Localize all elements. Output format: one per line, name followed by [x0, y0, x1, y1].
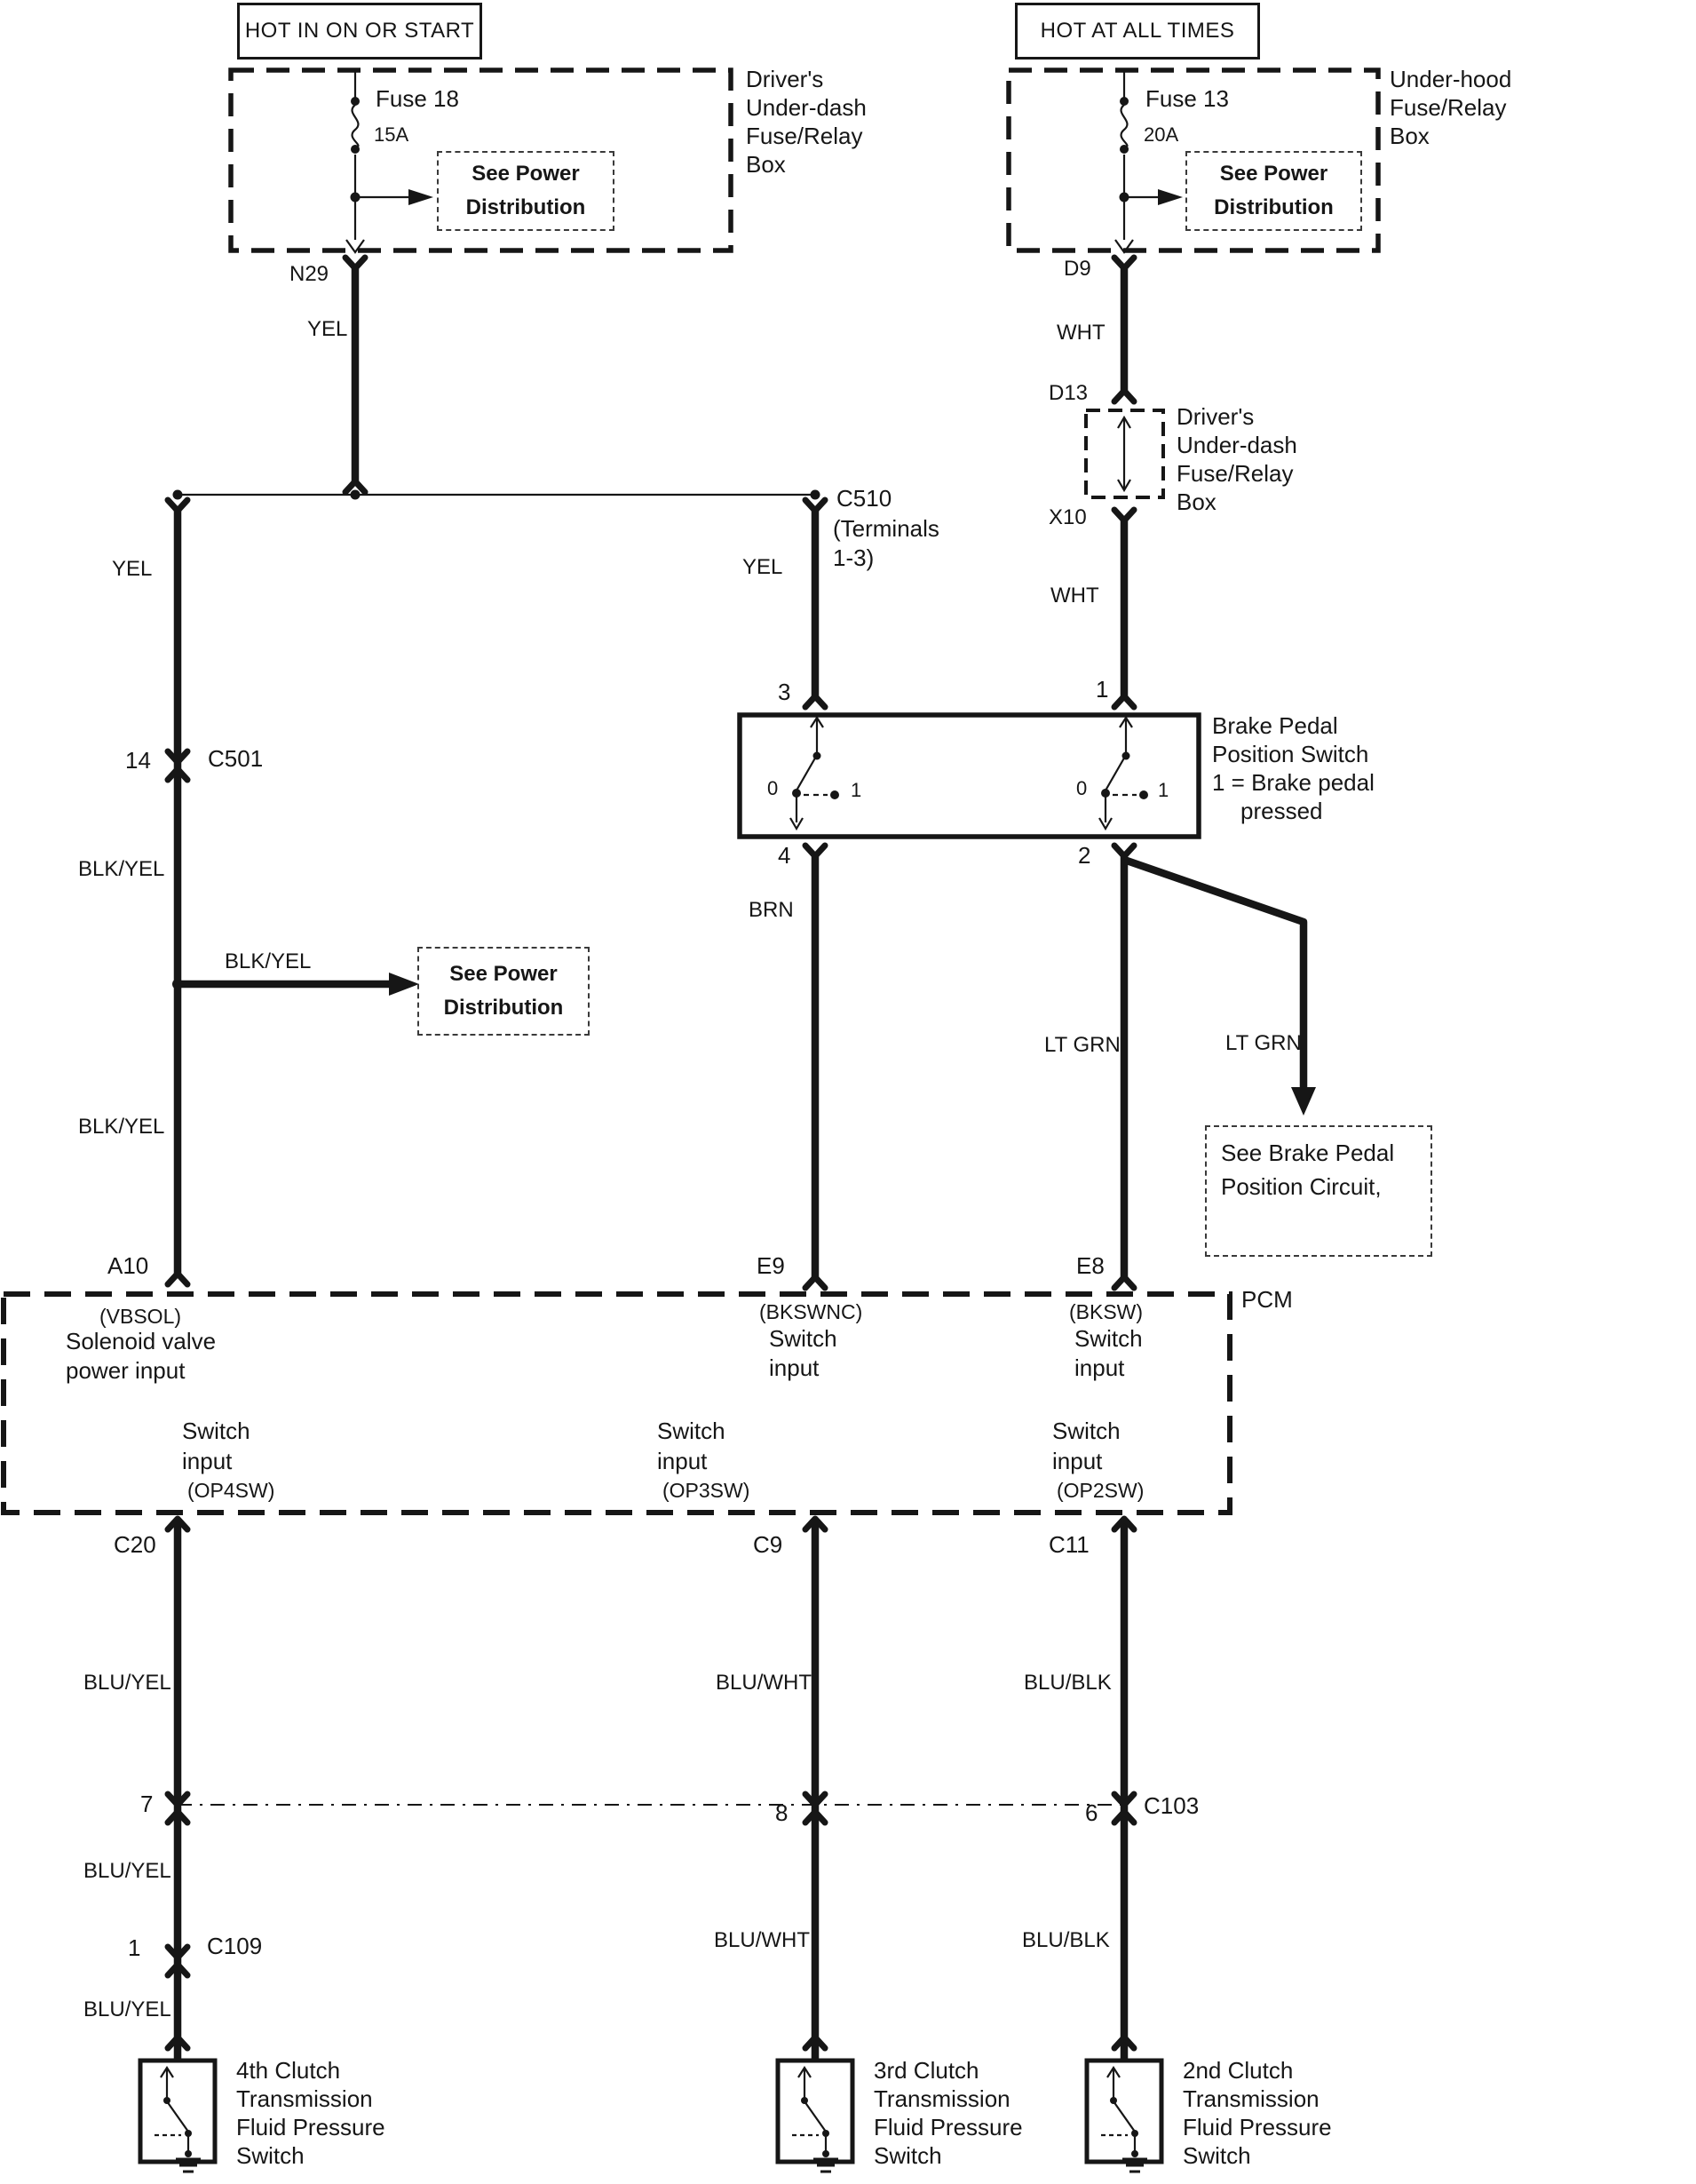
see-power-distribution-ref-1	[437, 151, 614, 231]
underhood-box-label-2: Fuse/Relay	[1390, 94, 1507, 121]
fuse-18-rating: 15A	[374, 123, 409, 146]
pcm-op4sw-line1: Switch	[182, 1418, 250, 1444]
c103-pin-8: 8	[775, 1799, 789, 1826]
driver-underdash-box-label-2: Under-dash	[746, 94, 867, 121]
wire-color-yel-left: YEL	[112, 557, 153, 581]
brake-switch-label-2: Position Switch	[1212, 741, 1369, 767]
pcm-bkswnc-line1: Switch	[769, 1325, 837, 1352]
brake-switch-label-3: 1 = Brake pedal	[1212, 769, 1375, 796]
ref-line: See Brake Pedal	[1221, 1140, 1395, 1166]
device-4th-clutch-line4: Switch	[236, 2142, 305, 2169]
wire-color-bluwht-1: BLU/WHT	[716, 1671, 812, 1695]
wire-color-ltgrn-1: LT GRN	[1044, 1033, 1121, 1057]
terminal-d9: D9	[1064, 257, 1091, 281]
brake-switch-label-4: pressed	[1240, 798, 1323, 824]
pcm-op3sw-line1: Switch	[657, 1418, 725, 1444]
pcm-vbsol-line2: power input	[66, 1357, 186, 1384]
connector-d9	[1114, 258, 1134, 268]
brake-switch-box	[740, 715, 1199, 837]
pcm-op2sw-line2: input	[1052, 1448, 1103, 1474]
connector-terminal-3	[805, 696, 825, 707]
brake-switch-label-1: Brake Pedal	[1212, 712, 1338, 739]
pcm-bkswnc-tag: (BKSWNC)	[759, 1300, 863, 1323]
see-brake-pedal-ref	[1205, 1125, 1432, 1257]
thin-arrowheads	[346, 240, 1133, 490]
connector-c510	[805, 500, 825, 511]
ref-line: See Power	[472, 162, 580, 186]
brake-switch-contacts	[790, 718, 1137, 829]
c510-note-2: 1-3)	[833, 544, 875, 571]
brake-switch-terminal-2: 2	[1078, 842, 1091, 869]
wire-color-bluyel-2: BLU/YEL	[83, 1859, 171, 1883]
connector-e8	[1114, 1277, 1134, 1288]
pcm-op4sw-tag: (OP4SW)	[187, 1479, 275, 1502]
device-4th-clutch-line3: Fluid Pressure	[236, 2114, 385, 2140]
device-3rd-clutch-line2: Transmission	[874, 2085, 1010, 2112]
wire-color-bluyel-1: BLU/YEL	[83, 1671, 171, 1695]
header-hot-at-all-times	[1015, 3, 1260, 60]
pcm-op4sw-line2: input	[182, 1448, 233, 1474]
wire-color-blkyel-2: BLK/YEL	[78, 1115, 165, 1139]
underhood-box-label-3: Box	[1390, 123, 1430, 149]
driver-underdash-box-label-3: Fuse/Relay	[746, 123, 863, 149]
pcm-bksw-line1: Switch	[1074, 1325, 1143, 1352]
connector-glyphs	[168, 258, 1134, 2048]
underhood-box-label-1: Under-hood	[1390, 66, 1512, 92]
device-3rd-clutch-line3: Fluid Pressure	[874, 2114, 1023, 2140]
connector-a10	[168, 1274, 187, 1284]
header-text: HOT AT ALL TIMES	[1040, 19, 1235, 43]
brake-switch-terminal-1: 1	[1096, 676, 1109, 703]
connector-c510-label: C510	[836, 485, 892, 512]
wire-color-blublk-1: BLU/BLK	[1024, 1671, 1112, 1695]
pcm-vbsol-tag: (VBSOL)	[99, 1305, 182, 1328]
device-4th-clutch-line1: 4th Clutch	[236, 2057, 341, 2084]
wire-color-wht-1: WHT	[1057, 321, 1106, 345]
connector-n29	[345, 258, 365, 268]
c501-pin: 14	[125, 747, 151, 774]
brake-switch-terminal-4: 4	[778, 842, 791, 869]
c103-pin-7: 7	[140, 1791, 154, 1817]
connector-terminal-4	[805, 846, 825, 856]
ref-line: Distribution	[1214, 195, 1334, 219]
brake-switch-contact-dots	[792, 752, 1148, 800]
terminal-c11: C11	[1049, 1531, 1090, 1558]
wire-color-ltgrn-2: LT GRN	[1225, 1031, 1302, 1055]
switch-pos-0-left: 0	[767, 777, 779, 799]
pcm-op3sw-tag: (OP3SW)	[662, 1479, 750, 1502]
device-2nd-clutch-line3: Fluid Pressure	[1183, 2114, 1332, 2140]
c510-note-1: (Terminals	[833, 515, 939, 542]
device-2nd-clutch-line1: 2nd Clutch	[1183, 2057, 1294, 2084]
driver-underdash-box-label-1: Driver's	[746, 66, 824, 92]
device-3rd-clutch-line1: 3rd Clutch	[874, 2057, 979, 2084]
connector-x10	[1114, 510, 1134, 520]
ref-line: Position Circuit,	[1221, 1173, 1382, 1200]
terminal-a10: A10	[107, 1252, 149, 1279]
terminal-e9: E9	[757, 1252, 785, 1279]
connector-c103-label: C103	[1144, 1792, 1200, 1819]
fuse-13-element	[1121, 105, 1128, 147]
device-3rd-clutch-line4: Switch	[874, 2142, 942, 2169]
pcm-vbsol-line1: Solenoid valve	[66, 1328, 217, 1354]
wire-color-brn: BRN	[749, 898, 794, 922]
device-2nd-clutch-line2: Transmission	[1183, 2085, 1320, 2112]
wire-color-bluwht-2: BLU/WHT	[714, 1928, 810, 1952]
d13-box-label-4: Box	[1177, 488, 1217, 515]
ref-line: See Power	[1219, 162, 1328, 186]
fuse-13-rating: 20A	[1144, 123, 1179, 146]
brake-switch-terminal-3: 3	[778, 679, 791, 705]
connector-terminal-2	[1114, 846, 1134, 856]
fuse-18-label: Fuse 18	[376, 85, 459, 112]
ref-line: See Power	[449, 962, 558, 986]
connector-c501-label: C501	[208, 745, 264, 772]
fuse-18-element	[353, 105, 359, 147]
pcm-bkswnc-line2: input	[769, 1354, 820, 1381]
terminal-c9: C9	[753, 1531, 783, 1558]
d13-box-label-1: Driver's	[1177, 403, 1255, 430]
wire-color-bluyel-3: BLU/YEL	[83, 1997, 171, 2021]
see-power-distribution-ref-3	[417, 947, 590, 1036]
wire-color-blkyel-1: BLK/YEL	[78, 857, 165, 881]
junction-dots	[172, 94, 1129, 989]
switch-pos-1-left: 1	[851, 779, 862, 801]
pcm-op2sw-tag: (OP2SW)	[1057, 1479, 1145, 1502]
terminal-d13: D13	[1049, 381, 1089, 405]
pcm-bksw-line2: input	[1074, 1354, 1125, 1381]
wire-color-yel-c510: YEL	[742, 555, 783, 579]
wire-color-yel-n29: YEL	[307, 317, 348, 341]
wire-color-blublk-2: BLU/BLK	[1022, 1928, 1110, 1952]
d13-box-label-2: Under-dash	[1177, 432, 1297, 458]
terminal-c20: C20	[114, 1531, 156, 1558]
pcm-label: PCM	[1241, 1286, 1293, 1313]
connector-c109-label: C109	[207, 1933, 263, 1959]
connector-e9	[805, 1277, 825, 1288]
c103-pin-6: 6	[1085, 1799, 1098, 1826]
ref-line: Distribution	[465, 195, 586, 219]
see-power-distribution-ref-2	[1185, 151, 1362, 231]
connector-terminal-1	[1114, 696, 1134, 707]
switch-pos-1-right: 1	[1158, 779, 1169, 801]
pcm-op3sw-line2: input	[657, 1448, 708, 1474]
connector-d13	[1114, 391, 1134, 401]
device-2nd-clutch-line4: Switch	[1183, 2142, 1251, 2169]
header-hot-in-on-or-start	[237, 3, 482, 60]
pcm-op2sw-line1: Switch	[1052, 1418, 1121, 1444]
wire-color-wht-2: WHT	[1050, 584, 1099, 608]
header-text: HOT IN ON OR START	[244, 19, 475, 43]
switch-pos-0-right: 0	[1076, 777, 1088, 799]
driver-underdash-box-label-4: Box	[746, 151, 786, 178]
pcm-bksw-tag: (BKSW)	[1069, 1300, 1144, 1323]
ref-line: Distribution	[443, 996, 564, 1020]
d13-box-label-3: Fuse/Relay	[1177, 460, 1294, 487]
terminal-n29: N29	[289, 262, 329, 286]
fuse-13-label: Fuse 13	[1145, 85, 1229, 112]
device-4th-clutch-line2: Transmission	[236, 2085, 373, 2112]
terminal-x10: X10	[1049, 505, 1087, 529]
terminal-e8: E8	[1076, 1252, 1105, 1279]
c109-pin: 1	[128, 1934, 141, 1961]
wire-color-blkyel-tap: BLK/YEL	[225, 949, 312, 973]
